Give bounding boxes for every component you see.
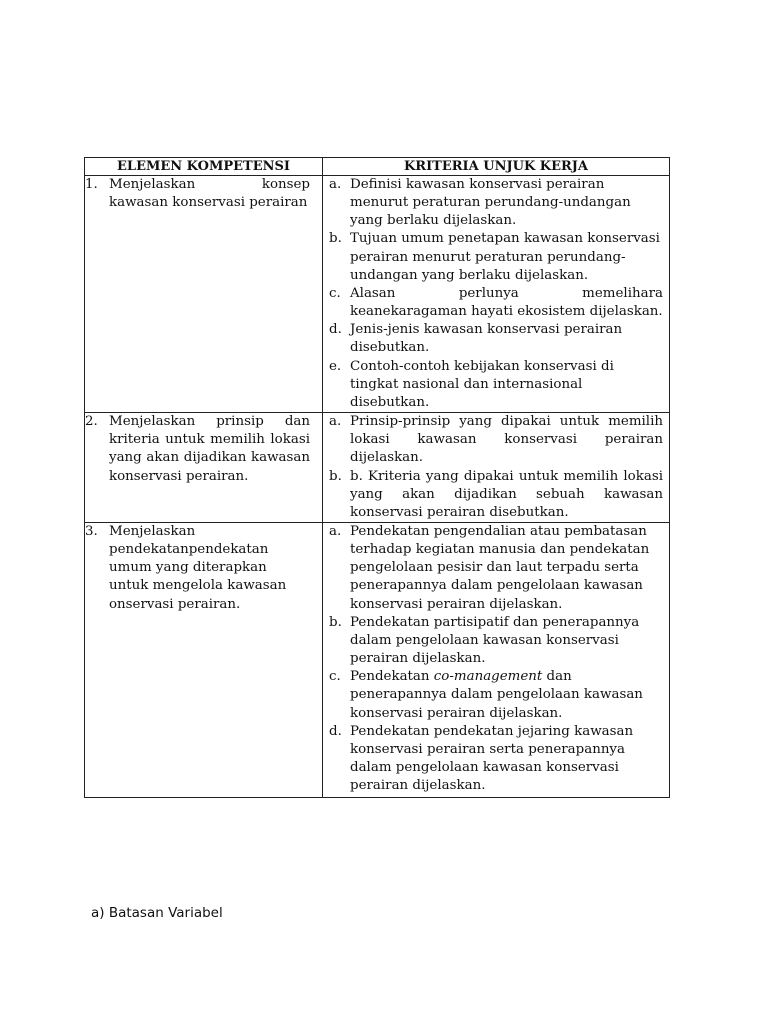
criteria-letter: b. — [329, 468, 342, 484]
element-cell — [85, 176, 323, 413]
criteria-letter: c. — [329, 285, 341, 301]
table-row — [85, 176, 670, 413]
criteria-letter: b. — [329, 231, 342, 247]
criteria-letter: a. — [329, 414, 342, 430]
criteria-text: Tujuan umum penetapan kawasan konservasi perairan menurut peraturan perundang-undangan yang berlaku dijelaskan. — [350, 231, 660, 283]
criteria-item — [323, 614, 663, 668]
criteria-text-trail: dan penerapannya dalam pengelolaan kawasan konservasi perairan dijelaskan. — [350, 669, 643, 721]
table-row — [85, 522, 670, 797]
criteria-item — [323, 285, 663, 321]
criteria-letter: a. — [329, 523, 342, 539]
criteria-letter: d. — [329, 322, 342, 338]
criteria-letter: c. — [329, 669, 341, 685]
criteria-cell — [323, 176, 670, 413]
criteria-item — [323, 321, 663, 357]
criteria-text: Jenis-jenis kawasan konservasi perairan disebutkan. — [350, 322, 623, 356]
element-text: Menjelaskan konsep kawasan konservasi perairan — [109, 177, 310, 211]
criteria-item — [323, 668, 663, 722]
criteria-letter: b. — [329, 614, 342, 630]
criteria-text — [350, 668, 663, 722]
criteria-item — [323, 413, 663, 467]
criteria-text: Pendekatan pendekatan jejaring kawasan konservasi perairan serta penerapannya dalam pengelolaan kawasan konservasi perairan dijelaskan. — [350, 723, 634, 794]
section-heading-batasan-variabel: a) Batasan Variabel — [91, 905, 223, 921]
element-number: 1. — [85, 177, 98, 192]
criteria-letter: a. — [329, 177, 342, 192]
criteria-cell — [323, 522, 670, 797]
criteria-letter: d. — [329, 723, 342, 739]
criteria-text: Alasan perlunya memelihara keanekaragaman hayati ekosistem dijelaskan. — [350, 285, 663, 320]
header-kriteria-unjuk-kerja: KRITERIA UNJUK KERJA — [323, 158, 670, 176]
criteria-text: b. Kriteria yang dipakai untuk memilih lokasi yang akan dijadikan sebuah kawasan konservasi perairan disebutkan. — [350, 468, 663, 520]
criteria-item — [323, 468, 663, 522]
criteria-text: Contoh-contoh kebijakan konservasi di tingkat nasional dan internasional disebutkan. — [350, 358, 614, 410]
element-number: 3. — [85, 523, 98, 539]
table-header-row — [85, 158, 670, 176]
element-item — [85, 523, 316, 614]
element-item — [85, 413, 316, 486]
table-row — [85, 413, 670, 523]
criteria-item — [323, 723, 663, 796]
element-cell — [85, 413, 323, 523]
element-number: 2. — [85, 414, 98, 430]
criteria-letter: e. — [329, 358, 342, 374]
criteria-text: Prinsip-prinsip yang dipakai untuk memilih lokasi kawasan konservasi perairan dijelaskan. — [350, 414, 663, 466]
criteria-item — [323, 176, 663, 230]
element-item — [85, 176, 316, 212]
criteria-text: Pendekatan pengendalian atau pembatasan terhadap kegiatan manusia dan pendekatan pengelolaan pesisir dan laut terpadu serta penerapannya dalam pengelolaan kawasan konservasi perairan dijelaskan. — [350, 523, 650, 612]
element-text: Menjelaskan pendekatanpendekatan umum yang diterapkan untuk mengelola kawasan onservasi perairan. — [109, 523, 287, 612]
criteria-text: Pendekatan partisipatif dan penerapannya dalam pengelolaan kawasan konservasi perairan dijelaskan. — [350, 614, 640, 667]
criteria-cell — [323, 413, 670, 523]
criteria-item — [323, 230, 663, 284]
criteria-item — [323, 523, 663, 614]
header-elemen-kompetensi: ELEMEN KOMPETENSI — [85, 158, 323, 176]
element-text: Menjelaskan prinsip dan kriteria untuk memilih lokasi yang akan dijadikan kawasan konservasi perairan. — [109, 414, 310, 484]
criteria-item — [323, 358, 663, 412]
criteria-text: Definisi kawasan konservasi perairan menurut peraturan perundang-undangan yang berlaku dijelaskan. — [350, 177, 631, 229]
element-cell — [85, 522, 323, 797]
criteria-text-lead: Pendekatan — [350, 669, 434, 685]
competency-table — [84, 157, 670, 798]
criteria-text-italic: co-management — [433, 669, 543, 685]
